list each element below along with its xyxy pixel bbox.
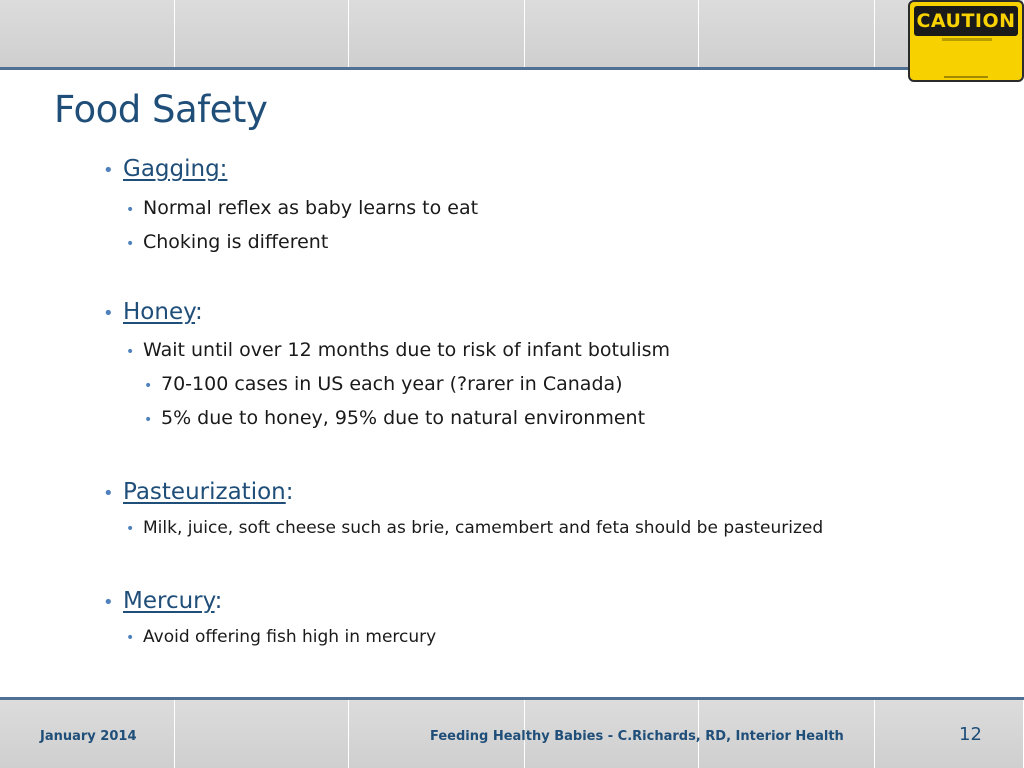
section-gagging [103, 156, 227, 182]
list-item: • 70-100 cases in US each year (?rarer in Canada) [144, 373, 623, 395]
footer-date: January 2014 [40, 729, 137, 744]
bullet-icon: • [126, 236, 135, 252]
bullet-icon: • [103, 483, 114, 504]
list-item: • Avoid offering fish high in mercury [126, 627, 437, 647]
footer-credit: Feeding Healthy Babies - C.Richards, RD, Interior Health [430, 729, 844, 744]
bullet-icon: • [103, 160, 114, 181]
bullet-icon: • [103, 592, 114, 613]
bullet-icon: • [126, 630, 135, 646]
caution-sign-label: CAUTION [916, 10, 1016, 32]
header-band [0, 0, 1024, 67]
page-number: 12 [959, 724, 982, 745]
list-item: • Wait until over 12 months due to risk of infant botulism [126, 339, 670, 361]
section-heading: Mercury [123, 588, 215, 614]
list-item: • Choking is different [126, 231, 329, 253]
section-heading: Pasteurization [123, 479, 286, 505]
bullet-icon: • [126, 344, 135, 360]
slide-title: Food Safety [54, 88, 268, 131]
bullet-icon: • [144, 378, 153, 394]
section-heading: Gagging: [123, 156, 228, 182]
caution-sign-icon [908, 0, 1024, 82]
list-item: • Normal reflex as baby learns to eat [126, 197, 479, 219]
bullet-icon: • [126, 521, 135, 537]
list-item: • Milk, juice, soft cheese such as brie, camembert and feta should be pasteurized [126, 518, 824, 538]
header-rule [0, 67, 1024, 70]
bullet-icon: • [126, 202, 135, 218]
section-mercury: • Mercury: [103, 588, 223, 614]
section-honey: • Honey: [103, 299, 203, 325]
bullet-icon: • [103, 303, 114, 324]
section-heading: Honey [123, 299, 196, 325]
bullet-icon: • [144, 412, 153, 428]
list-item: • 5% due to honey, 95% due to natural environment [144, 407, 646, 429]
section-pasteurization: • Pasteurization: [103, 479, 294, 505]
